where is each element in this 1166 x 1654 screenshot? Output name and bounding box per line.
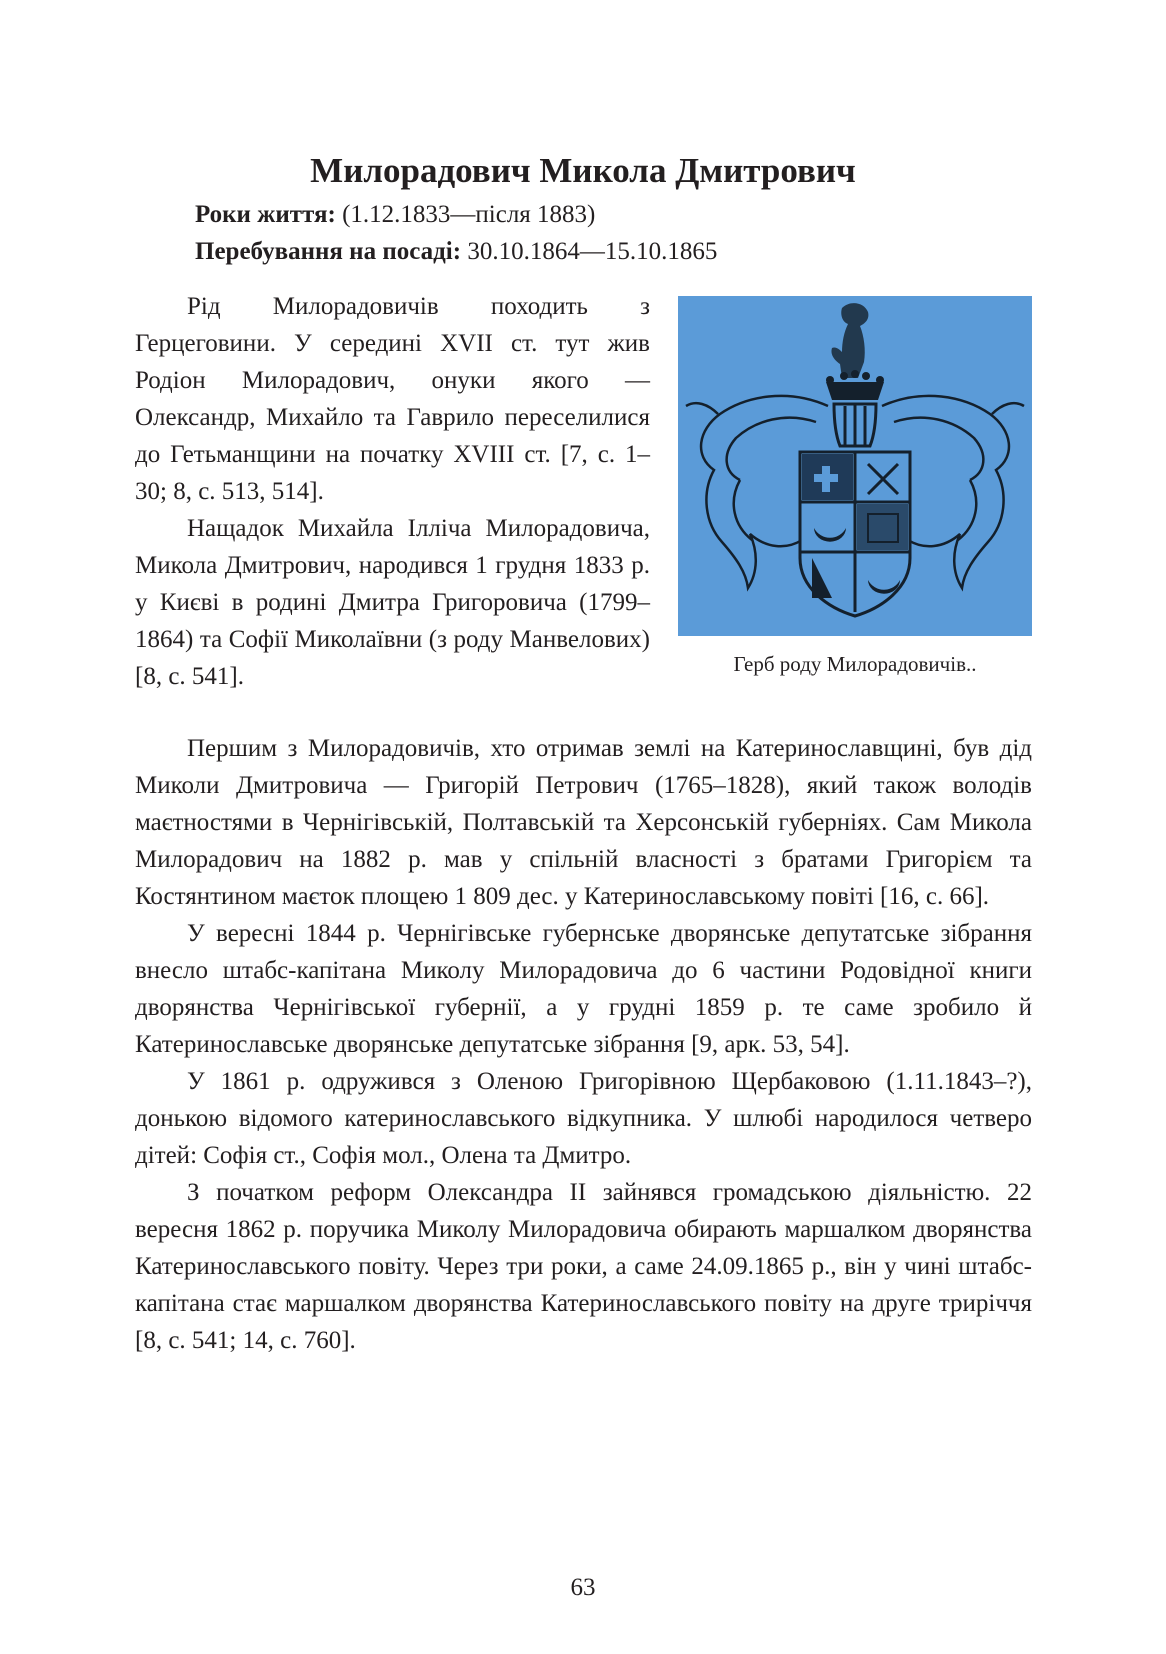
coat-of-arms-image bbox=[678, 296, 1032, 636]
page-title: Милорадович Микола Дмитрович bbox=[310, 151, 856, 191]
paragraph: Нащадок Михайла Ілліча Милорадовича, Микола Дмитрович, народився 1 грудня 1833 р. у Києві в родині Дмитра Григоровича (1799–1864) та Софії Миколаївни (з роду Манвелових) [8, с. 541]. bbox=[135, 515, 650, 690]
biography-meta bbox=[195, 196, 717, 270]
intro-text bbox=[135, 288, 650, 695]
office-term-label: Перебування на посаді: bbox=[195, 238, 462, 265]
paragraph: У вересні 1844 р. Чернігівське губернське дворянське депутатське зібрання внесло штабс-капітана Миколу Милорадовича до 6 частини Родовідної книги дворянства Чернігівської губернії, а у грудні 1859 р. те саме зробило й Катеринославське дворянське депутатське зібрання [9, арк. 53, 54]. bbox=[135, 920, 1032, 1058]
life-years-label: Роки життя: bbox=[195, 201, 336, 228]
paragraph: Першим з Милорадовичів, хто отримав землі на Катеринославщині, був дід Миколи Дмитровича — Григорій Петрович (1765–1828), який також володів маєтностями в Чернігівській, Полтавській та Херсонській губерніях. Сам Микола Милорадович на 1882 р. мав у спільній власності з братами Григорієм та Костянтином маєток площею 1 809 дес. у Катеринославському повіті [16, с. 66]. bbox=[135, 735, 1032, 910]
paragraph: У 1861 р. одружився з Оленою Григорівною Щербаковою (1.11.1843–?), донькою відомого катеринославського відкупника. У шлюбі народилося четверо дітей: Софія ст., Софія мол., Олена та Дмитро. bbox=[135, 1068, 1032, 1169]
life-years-value: (1.12.1833—після 1883) bbox=[335, 201, 596, 228]
paragraph: З початком реформ Олександра ІІ зайнявся громадською діяльністю. 22 вересня 1862 р. поручика Миколу Милорадовича обирають маршалком дворянства Катеринославського повіту. Через три роки, а саме 24.09.1865 р., він у чині штабс-капітана стає маршалком дворянства Катеринославського повіту на друге триріччя [8, с. 541; 14, с. 760]. bbox=[135, 1179, 1032, 1354]
body-text bbox=[135, 730, 1032, 1359]
life-years-row bbox=[195, 196, 717, 233]
office-term-row bbox=[195, 233, 717, 270]
coat-of-arms-figure bbox=[678, 296, 1032, 678]
figure-caption: Герб роду Милорадовичів.. bbox=[733, 652, 977, 676]
page-number: 63 bbox=[570, 1574, 596, 1601]
office-term-value: 30.10.1864—15.10.1865 bbox=[461, 238, 718, 265]
paragraph: Рід Милорадовичів походить з Герцеговини. У середині XVII ст. тут жив Родіон Милорадович, онуки якого — Олександр, Михайло та Гаврило переселилися до Гетьманщини на початку XVIII ст. [7, с. 1–30; 8, с. 513, 514]. bbox=[135, 293, 650, 505]
